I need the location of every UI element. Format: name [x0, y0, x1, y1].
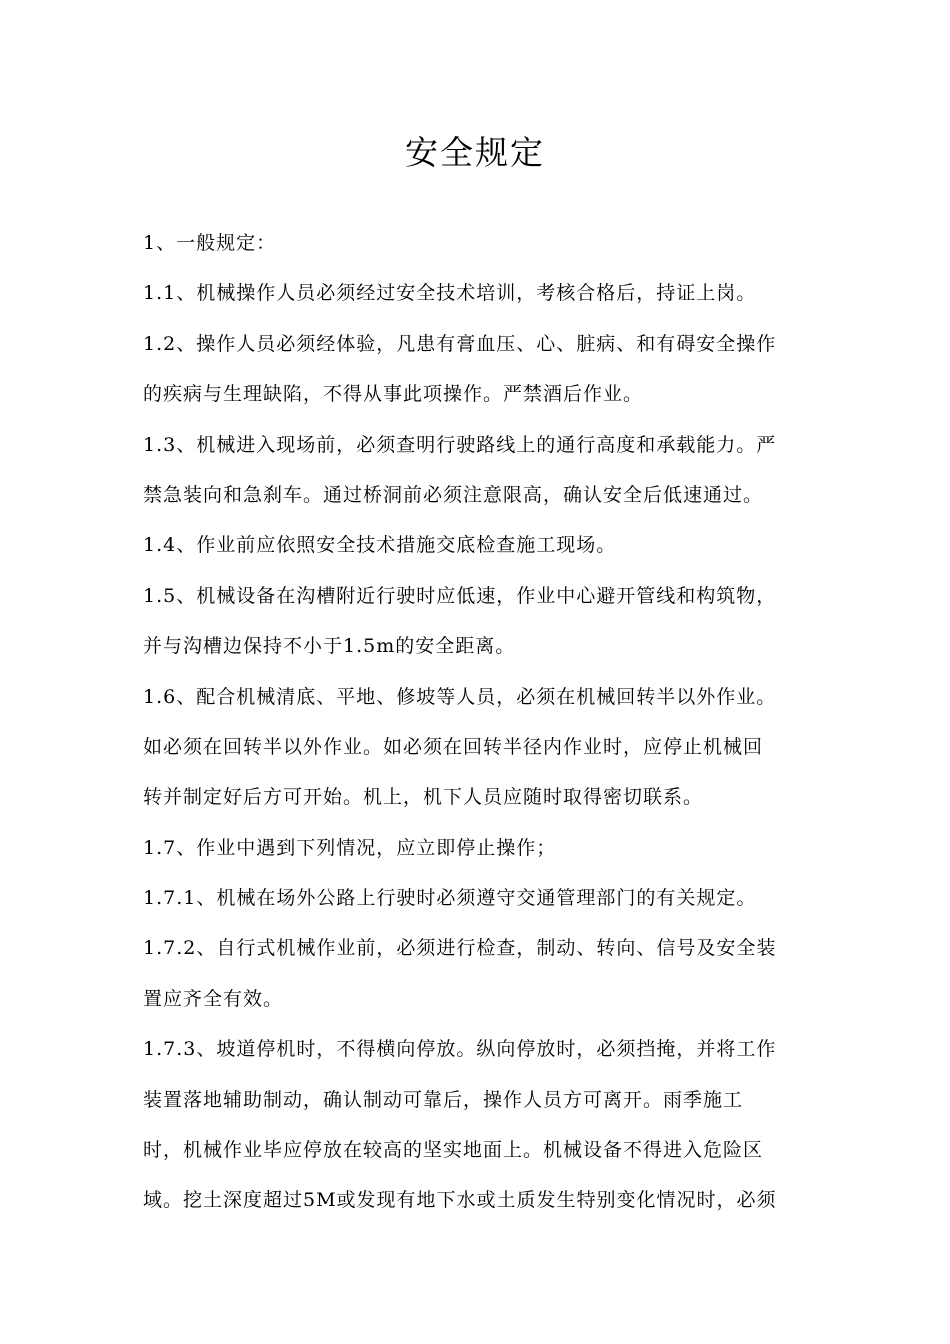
text-line-10: 1.6、配合机械清底、平地、修坡等人员，必须在机械回转半以外作业。 [143, 685, 777, 708]
text-line-11: 如必须在回转半以外作业。如必须在回转半径内作业时，应停止机械回 [143, 735, 764, 758]
text-line-9: 并与沟槽边保持不小于1.5m的安全距离。 [143, 635, 516, 658]
text-line-15: 1.7.2、自行式机械作业前，必须进行检查，制动、转向、信号及安全装 [143, 937, 777, 960]
text-line-18: 装置落地辅助制动，确认制动可靠后，操作人员方可离开。雨季施工 [143, 1088, 744, 1111]
text-line-13: 1.7、作业中遇到下列情况，应立即停止操作； [143, 836, 557, 859]
text-line-4: 的疾病与生理缺陷，不得从事此项操作。严禁酒后作业。 [143, 383, 644, 406]
text-line-1: 1、一般规定： [143, 232, 277, 254]
text-line-7: 1.4、作业前应依照安全技术措施交底检查施工现场。 [143, 534, 617, 557]
text-line-12: 转并制定好后方可开始。机上，机下人员应随时取得密切联系。 [143, 786, 704, 809]
text-line-20: 域。挖土深度超过5M或发现有地下水或土质发生特别变化情况时，必须 [143, 1189, 777, 1212]
text-line-6: 禁急装向和急刹车。通过桥洞前必须注意限高，确认安全后低速通过。 [143, 483, 764, 506]
text-line-17: 1.7.3、坡道停机时，不得横向停放。纵向停放时，必须挡掩，并将工作 [143, 1038, 777, 1061]
text-line-14: 1.7.1、机械在场外公路上行驶时必须遵守交通管理部门的有关规定。 [143, 887, 757, 910]
text-line-19: 时，机械作业毕应停放在较高的坚实地面上。机械设备不得进入危险区 [143, 1139, 764, 1162]
document-body [143, 218, 823, 1226]
text-line-8: 1.5、机械设备在沟槽附近行驶时应低速，作业中心避开管线和构筑物， [143, 584, 777, 607]
text-line-16: 置应齐全有效。 [143, 987, 284, 1010]
text-line-5: 1.3、机械进入现场前，必须查明行驶路线上的通行高度和承载能力。严 [143, 433, 777, 456]
page-title: 安全规定 [405, 133, 545, 172]
text-line-2: 1.1、机械操作人员必须经过安全技术培训，考核合格后，持证上岗。 [143, 282, 757, 305]
text-line-3: 1.2、操作人员必须经体验，凡患有膏血压、心、脏病、和有碍安全操作 [143, 332, 777, 355]
